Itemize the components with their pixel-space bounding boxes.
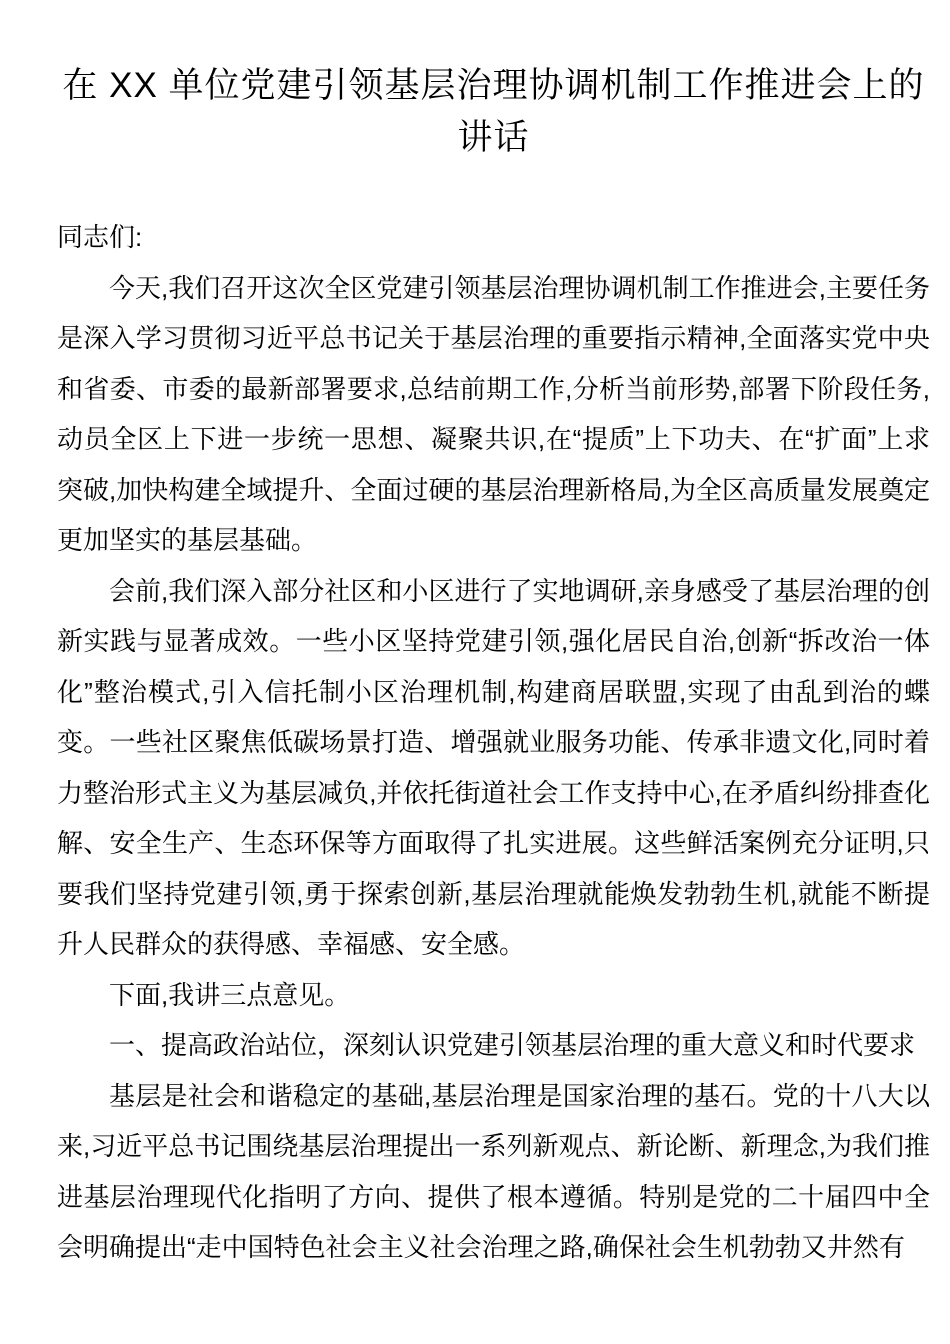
document-title: 在 XX 单位党建引领基层治理协调机制工作推进会上的讲话	[62, 66, 925, 157]
paragraph: 今天,我们召开这次全区党建引领基层治理协调机制工作推进会,主要任务是深入学习贯彻习近平总书记关于基层治理的重要指示精神,全面落实党中央和省委、市委的最新部署要求,总结前期工作,分析当前形势,部署下阶段任务,动员全区上下进一步统一思想、凝聚共识,在“提质”上下功夫、在“扩面”上求突破,加快构建全域提升、全面过硬的基层治理新格局,为全区高质量发展奠定更加坚实的基层基础。	[57, 272, 930, 555]
salutation: 同志们:	[57, 222, 143, 252]
paragraph: 下面,我讲三点意见。	[109, 979, 351, 1010]
document-body	[57, 263, 930, 1273]
paragraph: 会前,我们深入部分社区和小区进行了实地调研,亲身感受了基层治理的创新实践与显著成效。一些小区坚持党建引领,强化居民自治,创新“拆改治一体化”整治模式,引入信托制小区治理机制,构建商居联盟,实现了由乱到治的蝶变。一些社区聚焦低碳场景打造、增强就业服务功能、传承非遗文化,同时着力整治形式主义为基层减负,并依托街道社会工作支持中心,在矛盾纠纷排查化解、安全生产、生态环保等方面取得了扎实进展。这些鲜活案例充分证明,只要我们坚持党建引领,勇于探索创新,基层治理就能焕发勃勃生机,就能不断提升人民群众的获得感、幸福感、安全感。	[57, 575, 930, 959]
paragraph: 基层是社会和谐稳定的基础,基层治理是国家治理的基石。党的十八大以来,习近平总书记围绕基层治理提出一系列新观点、新论断、新理念,为我们推进基层治理现代化指明了方向、提供了根本遵循。特别是党的二十届四中全会明确提出“走中国特色社会主义社会治理之路,确保社会生机勃勃又井然有	[57, 1080, 930, 1262]
section-heading: 一、提高政治站位，深刻认识党建引领基层治理的重大意义和时代要求	[109, 1030, 916, 1060]
